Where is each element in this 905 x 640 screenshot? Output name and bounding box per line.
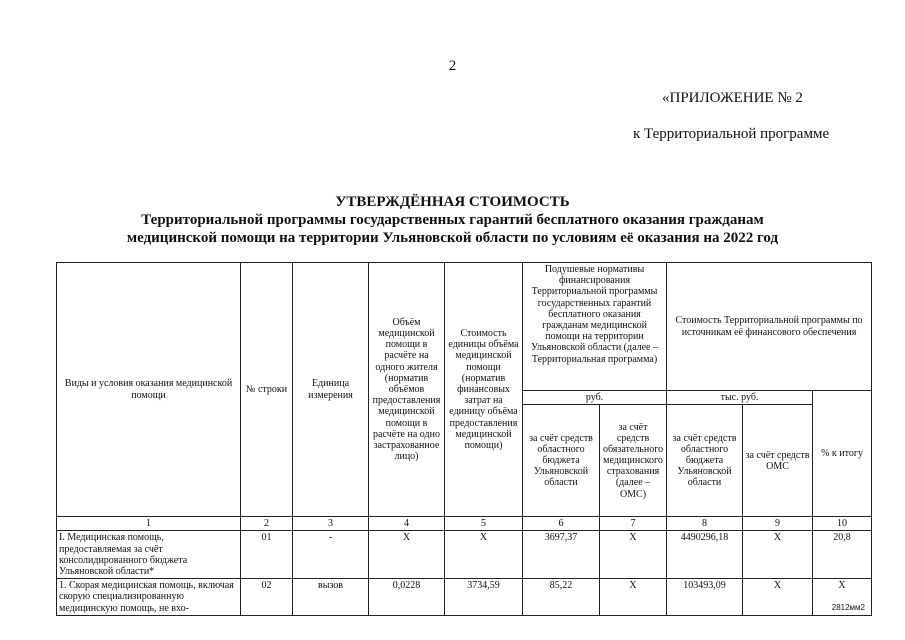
table-row — [57, 531, 872, 579]
header-volume: Объём медицинской помощи в расчёте на одного жителя (норматив объёмов предоставления медицинской помощи в расчёте на одно застрахованное лицо) — [369, 263, 445, 517]
row-cost-oms: X — [743, 579, 813, 616]
column-number: 8 — [667, 517, 743, 531]
header-regional-budget: за счёт средств областного бюджета Ульяновской области — [523, 405, 600, 517]
row-cost-budget: 4490296,18 — [667, 531, 743, 579]
cost-table — [56, 262, 872, 616]
row-per-capita-oms: X — [600, 531, 667, 579]
column-number: 5 — [445, 517, 523, 531]
column-number: 6 — [523, 517, 600, 531]
row-per-capita-budget: 3697,37 — [523, 531, 600, 579]
footer-code: 2812мм2 — [831, 603, 865, 612]
row-cost-unit: X — [445, 531, 523, 579]
header-percent-total: % к итогу — [813, 391, 872, 517]
column-number: 1 — [57, 517, 241, 531]
column-number: 7 — [600, 517, 667, 531]
row-number: 02 — [241, 579, 293, 616]
row-per-capita-oms: X — [600, 579, 667, 616]
header-row-no: № строки — [241, 263, 293, 517]
document-title: УТВЕРЖДЁННАЯ СТОИМОСТЬ — [335, 194, 570, 210]
header-regional-budget-2: за счёт средств областного бюджета Ульяновской области — [667, 405, 743, 517]
row-label: I. Медицинская помощь, предоставляемая за счёт консолидированного бюджета Ульяновской области* — [57, 531, 241, 579]
page-number: 2 — [448, 58, 457, 74]
table-row — [57, 579, 872, 616]
document-subtitle-line1: Территориальной программы государственных гарантий бесплатного оказания гражданам — [141, 212, 764, 228]
column-number: 2 — [241, 517, 293, 531]
column-number: 4 — [369, 517, 445, 531]
row-number: 01 — [241, 531, 293, 579]
row-cost-unit: 3734,59 — [445, 579, 523, 616]
row-unit: - — [293, 531, 369, 579]
header-program-cost: Стоимость Территориальной программы по источникам её финансового обеспечения — [667, 263, 872, 391]
header-cost-unit: Стоимость единицы объёма медицинской помощи (норматив финансовых затрат на единицу объёма предоставления медицинской помощи) — [445, 263, 523, 517]
column-number: 10 — [813, 517, 872, 531]
row-percent: X — [813, 579, 872, 616]
header-rub: руб. — [523, 391, 667, 405]
row-label: 1. Скорая медицинская помощь, включая скорую специализированную медицинскую помощь, не вхо- — [57, 579, 241, 616]
row-percent: 20,8 — [813, 531, 872, 579]
appendix-subtitle: к Территориальной программе — [633, 126, 830, 142]
header-unit: Единица измерения — [293, 263, 369, 517]
header-oms-funds: за счёт средств обязательного медицинского страхования (далее – ОМС) — [600, 405, 667, 517]
column-number: 3 — [293, 517, 369, 531]
row-per-capita-budget: 85,22 — [523, 579, 600, 616]
row-cost-oms: X — [743, 531, 813, 579]
header-thous-rub: тыс. руб. — [667, 391, 813, 405]
column-number: 9 — [743, 517, 813, 531]
document-subtitle-line2: медицинской помощи на территории Ульяновской области по условиям её оказания на 2022 год — [126, 230, 779, 246]
row-volume: 0,0228 — [369, 579, 445, 616]
appendix-title: «ПРИЛОЖЕНИЕ № 2 — [662, 90, 803, 106]
row-cost-budget: 103493,09 — [667, 579, 743, 616]
header-oms-short: за счёт средств ОМС — [743, 405, 813, 517]
row-volume: X — [369, 531, 445, 579]
header-per-capita: Подушевые нормативы финансирования Территориальной программы государственных гарантий бесплатного оказания гражданам медицинской помощи на территории Ульяновской области (далее – Территориальная программа) — [523, 263, 667, 391]
row-unit: вызов — [293, 579, 369, 616]
header-kind: Виды и условия оказания медицинской помощи — [57, 263, 241, 517]
